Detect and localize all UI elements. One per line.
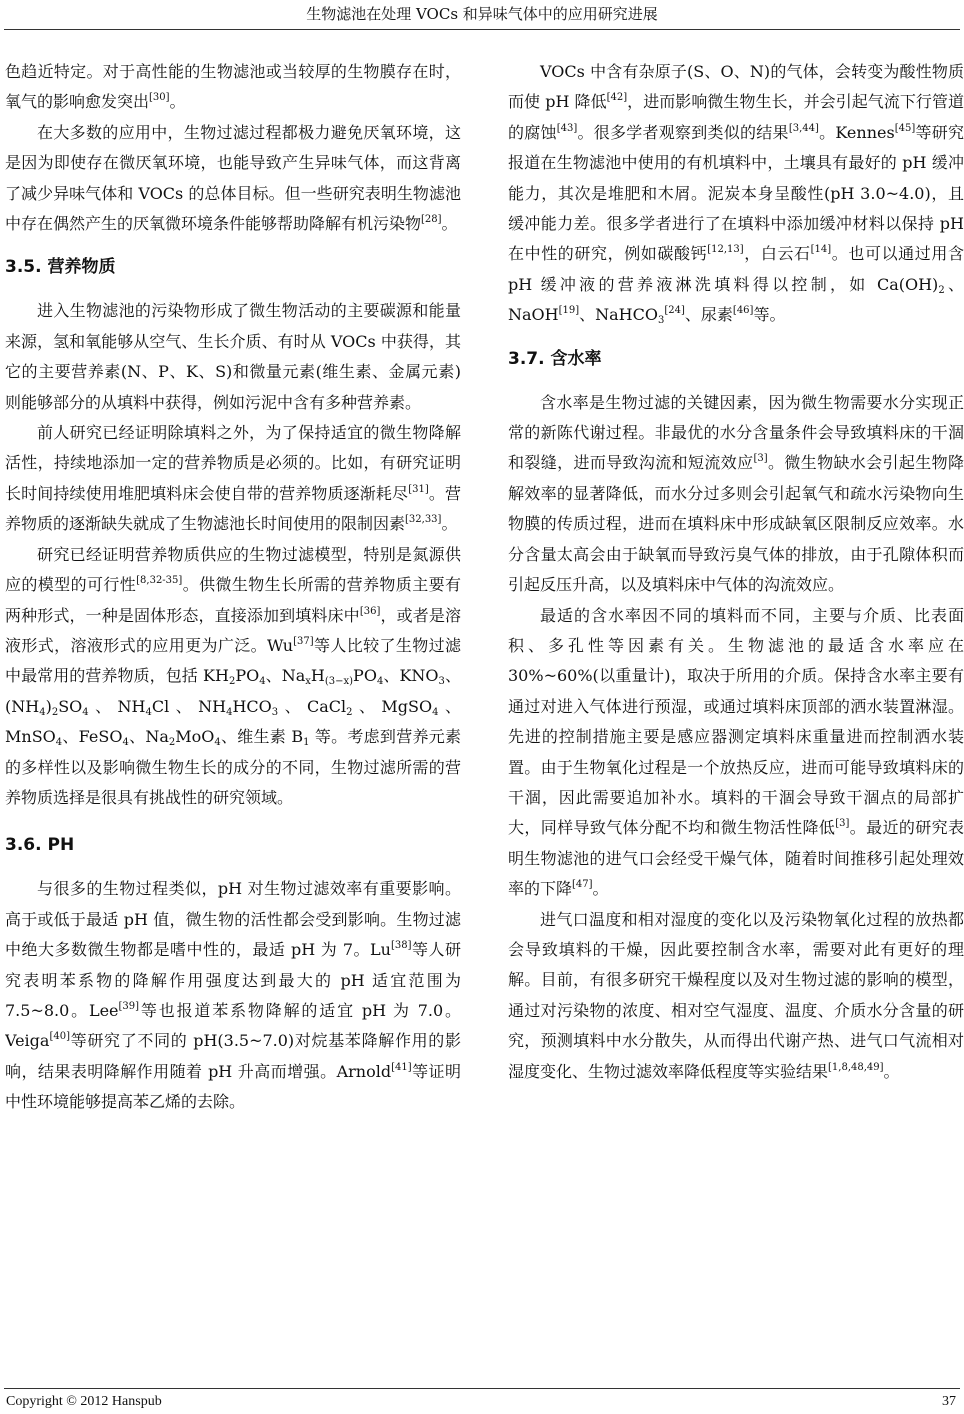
text-run: 进入生物滤池的污染物形成了微生物活动的主要碳源和能量来源，氢和氧能够从空气、生长介质、有时从 VOCs 中获得，其它的主要营养素(N、P、K、S)和微量元素(维生素、金属元素)则能够部分的从填料中获得，例如污泥中含有多种营养素。 bbox=[5, 301, 461, 412]
formula-part: 、(NH bbox=[5, 666, 461, 716]
citation: [3] bbox=[753, 453, 768, 465]
subscript: 4 bbox=[259, 676, 266, 688]
text-run: 、NaOH bbox=[508, 274, 964, 325]
formula-part: MoO bbox=[175, 727, 215, 747]
formula-part: PO bbox=[235, 666, 260, 686]
citation: [8,32-35] bbox=[136, 575, 183, 587]
citation: [12,13] bbox=[707, 244, 744, 256]
text-run: 等研究报道在生物滤池中使用的有机填料中，土壤具有最好的 pH 缓冲能力，其次是堆肥和木屑。泥炭本身呈酸性(pH 3.0~4.0)，且缓冲能力差。很多学者进行了在填料中添加缓冲材料以保持 pH 在中性的研究，例如碳酸钙 bbox=[508, 122, 964, 264]
text-run: 等人比较了生物过滤中最常用的营养物质，包括 KH bbox=[5, 635, 461, 686]
text-run: 等也报道苯系物降解的适宜 pH 为 7.0。Veiga bbox=[5, 1000, 461, 1051]
subscript: (3−x) bbox=[324, 676, 354, 688]
footer-rule bbox=[4, 1388, 960, 1389]
citation: [39] bbox=[118, 1000, 140, 1012]
text-run: 等证明中性环境能够提高苯乙烯的去除。 bbox=[5, 1061, 461, 1112]
text-run: 。 bbox=[592, 879, 609, 899]
text-run: 等研究了不同的 pH(3.5~7.0)对烷基苯降解作用的影响，结果表明降解作用随着 pH 升高而增强。Arnold bbox=[5, 1031, 461, 1081]
paragraph bbox=[508, 601, 964, 905]
text-run: 、尿素 bbox=[684, 305, 733, 325]
text-run: 。也可以通过用含 pH 缓冲液的营养液淋洗填料得以控制，如 Ca(OH) bbox=[508, 244, 964, 294]
text-run: 。 bbox=[441, 214, 458, 234]
text-run: 前人研究已经证明除填料之外，为了保持适宜的微生物降解活性，持续地添加一定的营养物质是必须的。比如，有研究证明长时间持续使用堆肥填料床会使自带的营养物质逐渐耗尽 bbox=[5, 423, 461, 503]
text-run: ，或者是溶液形式，溶液形式的应用更为广泛。Wu bbox=[5, 605, 461, 655]
section-heading-3-6: 3.6. PH bbox=[5, 835, 75, 856]
subscript: 2 bbox=[938, 284, 945, 296]
citation: [45] bbox=[894, 122, 916, 134]
paragraph bbox=[508, 388, 964, 601]
formula-part: 、Na bbox=[128, 727, 169, 747]
formula-part: Cl、NH bbox=[151, 696, 227, 716]
text-run: 与很多的生物过程类似，pH 对生物过滤效率有重要影响。高于或低于最适 pH 值，微生物的活性都会受到影响。生物过滤中绝大多数微生物都是嗜中性的，最适 pH 为 7。Lu bbox=[5, 879, 461, 960]
paragraph bbox=[5, 418, 461, 540]
paragraph bbox=[508, 57, 964, 331]
text-run: 在大多数的应用中，生物过滤过程都极力避免厌氧环境，这是因为即使存在微厌氧环境，也能导致产生异味气体，而这背离了减少异味气体和 VOCs 的总体目标。但一些研究表明生物滤池中存在偶然产生的厌氧微环境条件能够帮助降解有机污染物 bbox=[5, 122, 461, 234]
formula-part: 、FeSO bbox=[62, 727, 123, 747]
text-run: 。供微生物生长所需的营养物质主要有两种形式，一种是固体形态，直接添加到填料床中 bbox=[5, 575, 461, 625]
section-heading-3-7: 3.7. 含水率 bbox=[508, 348, 602, 369]
text-run: 。 bbox=[169, 92, 186, 112]
formula-part: 、NH bbox=[88, 696, 146, 716]
page-number: 37 bbox=[942, 1394, 956, 1409]
citation: [30] bbox=[149, 92, 170, 104]
text-run: 。Kennes bbox=[818, 122, 895, 142]
text-run: 。微生物缺水会引起生物降解效率的显著降低，而水分过多则会引起氧气和疏水污染物向生物膜的传质过程，进而在填料床中形成缺氧区限制反应效率。水分含量太高会由于缺氧而导致污臭气体的排放，由于孔隙体积而引起反压升高，以及填料床中气体的沟流效应。 bbox=[508, 453, 964, 595]
copyright-notice: Copyright © 2012 Hanspub bbox=[6, 1394, 162, 1409]
subscript: 2 bbox=[228, 676, 236, 688]
citation: [3,44] bbox=[788, 122, 819, 134]
subscript: 4 bbox=[39, 706, 46, 718]
text-run: 进气口温度和相对湿度的变化以及污染物氧化过程的放热都会导致填料的干燥，因此要控制含水率，需要对此有更好的理解。目前，有很多研究干燥程度以及对生物过滤的影响的模型，通过对污染物的浓度、相对空气湿度、温度、介质水分含量的研究，预测填料中水分散失，从而得出代谢产热、进气口气流相对湿度变化、生物过滤效率降低程度等实验结果 bbox=[508, 909, 964, 1081]
paragraph bbox=[5, 874, 461, 1117]
text-run: 。很多学者观察到类似的结果 bbox=[577, 122, 789, 142]
subscript: 4 bbox=[82, 706, 89, 718]
subscript: 4 bbox=[145, 706, 152, 718]
subscript: 3 bbox=[438, 676, 445, 688]
text-run: 最适的含水率因不同的填料而不同，主要与介质、比表面积、多孔性等因素有关。生物滤池的最适含水率应在 30%~60%(以重量计)，取决于所用的介质。保持含水率主要有通过对进入气体进行预湿，或通过填料床顶部的洒水装置淋湿。先进的控制措施主要是感应器测定填料床重量进而控制洒水装置。由于生物氧化过程是一个放热反应，进而可能导致填料床的干涸，因此需要追加补水。填料的干涸会导致干涸点的局部扩大，同样导致气体分配不均和微生物活性降低 bbox=[508, 605, 964, 838]
subscript: 2 bbox=[168, 737, 176, 749]
citation: [42] bbox=[606, 92, 628, 104]
text-run: 色趋近特定。对于高性能的生物滤池或当较厚的生物膜存在时，氧气的影响愈发突出 bbox=[5, 62, 461, 112]
citation: [28] bbox=[421, 214, 442, 226]
formula-part: PO bbox=[353, 666, 377, 686]
subscript: x bbox=[305, 676, 311, 688]
subscript: 1 bbox=[303, 737, 310, 749]
text-run: 研究已经证明营养物质供应的生物过滤模型，特别是氮源供应的模型的可行性 bbox=[5, 544, 461, 595]
citation: [24] bbox=[664, 305, 685, 317]
formula-part: 、MnSO bbox=[5, 696, 461, 747]
formula-part: 、维生素 B bbox=[220, 727, 304, 747]
subscript: 4 bbox=[226, 706, 233, 718]
formula-part: 、Na bbox=[265, 666, 306, 686]
formula-part: ) bbox=[45, 696, 52, 716]
text-run: 含水率是生物过滤的关键因素，因为微生物需要水分实现正常的新陈代谢过程。非最优的水分含量条件会导致填料床的干涸和裂缝，进而导致沟流和短流效应 bbox=[508, 392, 964, 473]
paragraph bbox=[5, 540, 461, 814]
citation: [38] bbox=[390, 940, 412, 952]
subscript: 3 bbox=[658, 315, 665, 327]
citation: [37] bbox=[293, 635, 314, 647]
header-rule bbox=[4, 29, 960, 30]
citation: [36] bbox=[359, 605, 381, 617]
formula-part: H bbox=[310, 666, 325, 686]
formula-part: 、CaCl bbox=[278, 696, 347, 716]
left-column bbox=[5, 57, 461, 1377]
paragraph bbox=[5, 296, 461, 418]
text-run: 等。 bbox=[753, 305, 786, 325]
formula-part: 、MgSO bbox=[352, 696, 433, 716]
citation: [32,33] bbox=[405, 514, 442, 526]
running-header: 生物滤池在处理 VOCs 和异味气体中的应用研究进展 bbox=[306, 5, 658, 23]
section-heading-3-5: 3.5. 营养物质 bbox=[5, 257, 116, 278]
text-run: 。 bbox=[883, 1061, 900, 1081]
text-run: 等人研究表明苯系物的降解作用强度达到最大的 pH 适宜范围为 7.5~8.0。Lee bbox=[5, 940, 461, 1020]
citation: [1,8,48,49] bbox=[828, 1061, 884, 1073]
citation: [40] bbox=[49, 1031, 70, 1043]
subscript: 4 bbox=[214, 737, 221, 749]
subscript: 2 bbox=[346, 706, 353, 718]
citation: [47] bbox=[572, 879, 593, 891]
citation: [14] bbox=[810, 244, 832, 256]
formula-part: SO bbox=[58, 696, 83, 716]
text-run: VOCs 中含有杂原子(S、O、N)的气体，会转变为酸性物质而使 pH 降低 bbox=[508, 62, 964, 112]
citation: [3] bbox=[835, 818, 850, 830]
formula-part: 、KNO bbox=[383, 666, 439, 686]
citation: [46] bbox=[732, 305, 754, 317]
citation: [41] bbox=[391, 1061, 412, 1073]
subscript: 2 bbox=[51, 706, 59, 718]
paragraph bbox=[508, 905, 964, 1087]
subscript: 3 bbox=[271, 706, 279, 718]
text-run: 。最近的研究表明生物滤池的进气口会经受干燥气体，随着时间推移引起处理效率的下降 bbox=[508, 818, 964, 899]
formula-part: HCO bbox=[232, 696, 272, 716]
text-run: 。 bbox=[441, 514, 458, 534]
text-run: ，进而影响微生物生长，并会引起气流下行管道的腐蚀 bbox=[508, 92, 964, 142]
right-column bbox=[508, 57, 964, 1377]
citation: [31] bbox=[408, 483, 429, 495]
text-run: 、NaHCO bbox=[579, 305, 658, 325]
text-run: 等。考虑到营养元素的多样性以及影响微生物生长的成分的不同，生物过滤所需的营养物质选择是很具有挑战性的研究领域。 bbox=[5, 727, 461, 807]
citation: [19] bbox=[558, 305, 580, 317]
subscript: 4 bbox=[432, 706, 439, 718]
paragraph bbox=[5, 118, 461, 240]
subscript: 4 bbox=[376, 676, 384, 688]
subscript: 4 bbox=[122, 737, 129, 749]
text-run: 。营养物质的逐渐缺失就成了生物滤池长时间使用的限制因素 bbox=[5, 483, 461, 534]
citation: [43] bbox=[556, 122, 578, 134]
paragraph bbox=[5, 57, 461, 118]
text-run: ，白云石 bbox=[743, 244, 811, 264]
subscript: 4 bbox=[55, 737, 63, 749]
